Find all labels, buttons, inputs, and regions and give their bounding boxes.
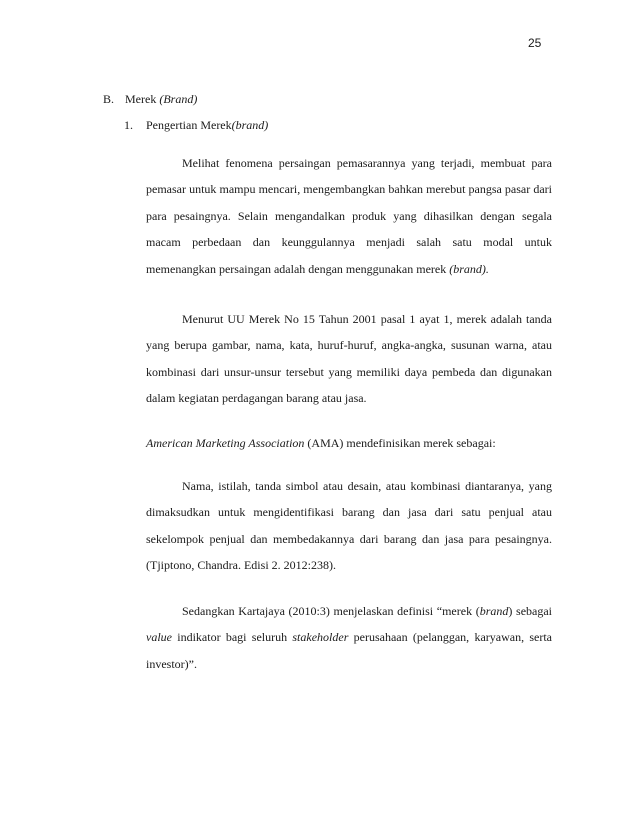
paragraph-italic-2: value (146, 630, 172, 645)
section-marker: B. (103, 92, 115, 106)
paragraph-italic: (brand). (449, 261, 489, 276)
paragraph-kartajaya (146, 598, 552, 677)
paragraph-ama-intro (146, 430, 552, 456)
paragraph-italic-3: stakeholder (292, 630, 349, 645)
section-heading (103, 92, 197, 107)
paragraph-text: Menurut UU Merek No 15 Tahun 2001 pasal 1 ayat 1, merek adalah tanda yang berupa gambar, nama, kata, huruf-huruf, angka-angka, susunan warna, atau kombinasi dari unsur-unsur tersebut yang memiliki daya pembeda dan digunakan dalam kegiatan perdagangan barang atau jasa. (146, 312, 552, 406)
paragraph-text-4: perusahaan (pelanggan, karyawan, serta investor)”. (146, 630, 553, 671)
paragraph-text-3: indikator bagi seluruh (172, 630, 293, 645)
paragraph-text-2: ) sebagai (508, 604, 553, 618)
paragraph-italic: American Marketing Association (146, 436, 305, 450)
subsection-marker: 1. (124, 118, 133, 132)
subsection-heading (124, 118, 268, 133)
paragraph-brand-competition (146, 150, 552, 282)
paragraph-italic-1: brand (479, 604, 509, 618)
page-number: 25 (528, 36, 542, 50)
paragraph-text-1: Sedangkan Kartajaya (2010:3) menjelaskan definisi “merek ( (182, 604, 480, 618)
paragraph-text: Melihat fenomena persaingan pemasarannya yang terjadi, membuat para pemasar untuk mampu mencari, mengembangkan bahkan merebut pangsa pasar dari para pesaingnya. Selain mengandalkan produk yang dihasilkan dengan segala macam perbedaan dan keunggulannya menjadi salah satu modal untuk memenangkan persaingan adalah dengan menggunakan merek (146, 156, 552, 276)
paragraph-text: (AMA) mendefinisikan merek sebagai: (304, 436, 496, 450)
subsection-title-italic: (brand) (231, 118, 269, 132)
subsection-title: Pengertian Merek (146, 118, 232, 132)
paragraph-uu-merek (146, 306, 552, 412)
paragraph-text: Nama, istilah, tanda simbol atau desain, atau kombinasi diantaranya, yang dimaksudkan untuk mengidentifikasi barang dan jasa dari satu penjual atau sekelompok penjual dan membedakannya dari barang dan jasa para pesaingnya.(Tjiptono, Chandra. Edisi 2. 2012:238). (146, 479, 552, 573)
paragraph-ama-definition (146, 473, 552, 579)
section-title-italic: (Brand) (159, 92, 198, 106)
section-title: Merek (125, 92, 160, 106)
